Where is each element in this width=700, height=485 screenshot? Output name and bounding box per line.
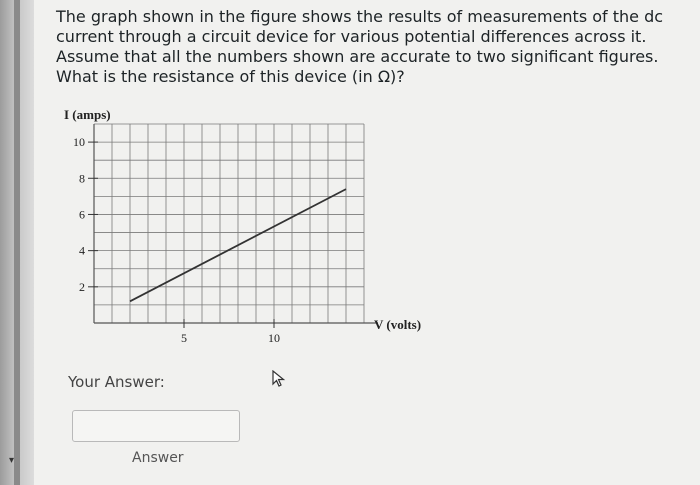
iv-graph [34,0,700,370]
y-tick-label: 2 [79,279,85,294]
x-tick-label: 10 [268,331,280,345]
answer-input[interactable] [72,410,240,442]
scrollbar-thumb[interactable] [14,0,20,485]
answer-hint: Answer [132,450,184,466]
x-tick-label: 5 [181,331,187,345]
y-tick-label: 6 [79,207,85,222]
answer-label: Your Answer: [68,373,165,391]
y-tick-label: 8 [79,171,85,186]
x-axis-label: V (volts) [374,317,422,332]
y-tick-label: 4 [79,243,85,258]
y-axis-label: I (amps) [64,107,111,122]
graph-grid [94,124,364,323]
question-panel [34,0,700,485]
y-tick-label: 10 [73,135,85,150]
question-text: The graph shown in the figure shows the results of measurements of the dc current through a circuit device for various potential differences across it. Assume that all the numbers shown are accurate to two significant figures. What is the resistance of this device (in Ω)? [56,7,664,86]
graph-axes [94,124,378,323]
scroll-down-arrow-icon[interactable]: ▾ [9,455,15,466]
left-scrollbar[interactable] [0,0,34,485]
pointer-cursor-icon [272,370,286,388]
